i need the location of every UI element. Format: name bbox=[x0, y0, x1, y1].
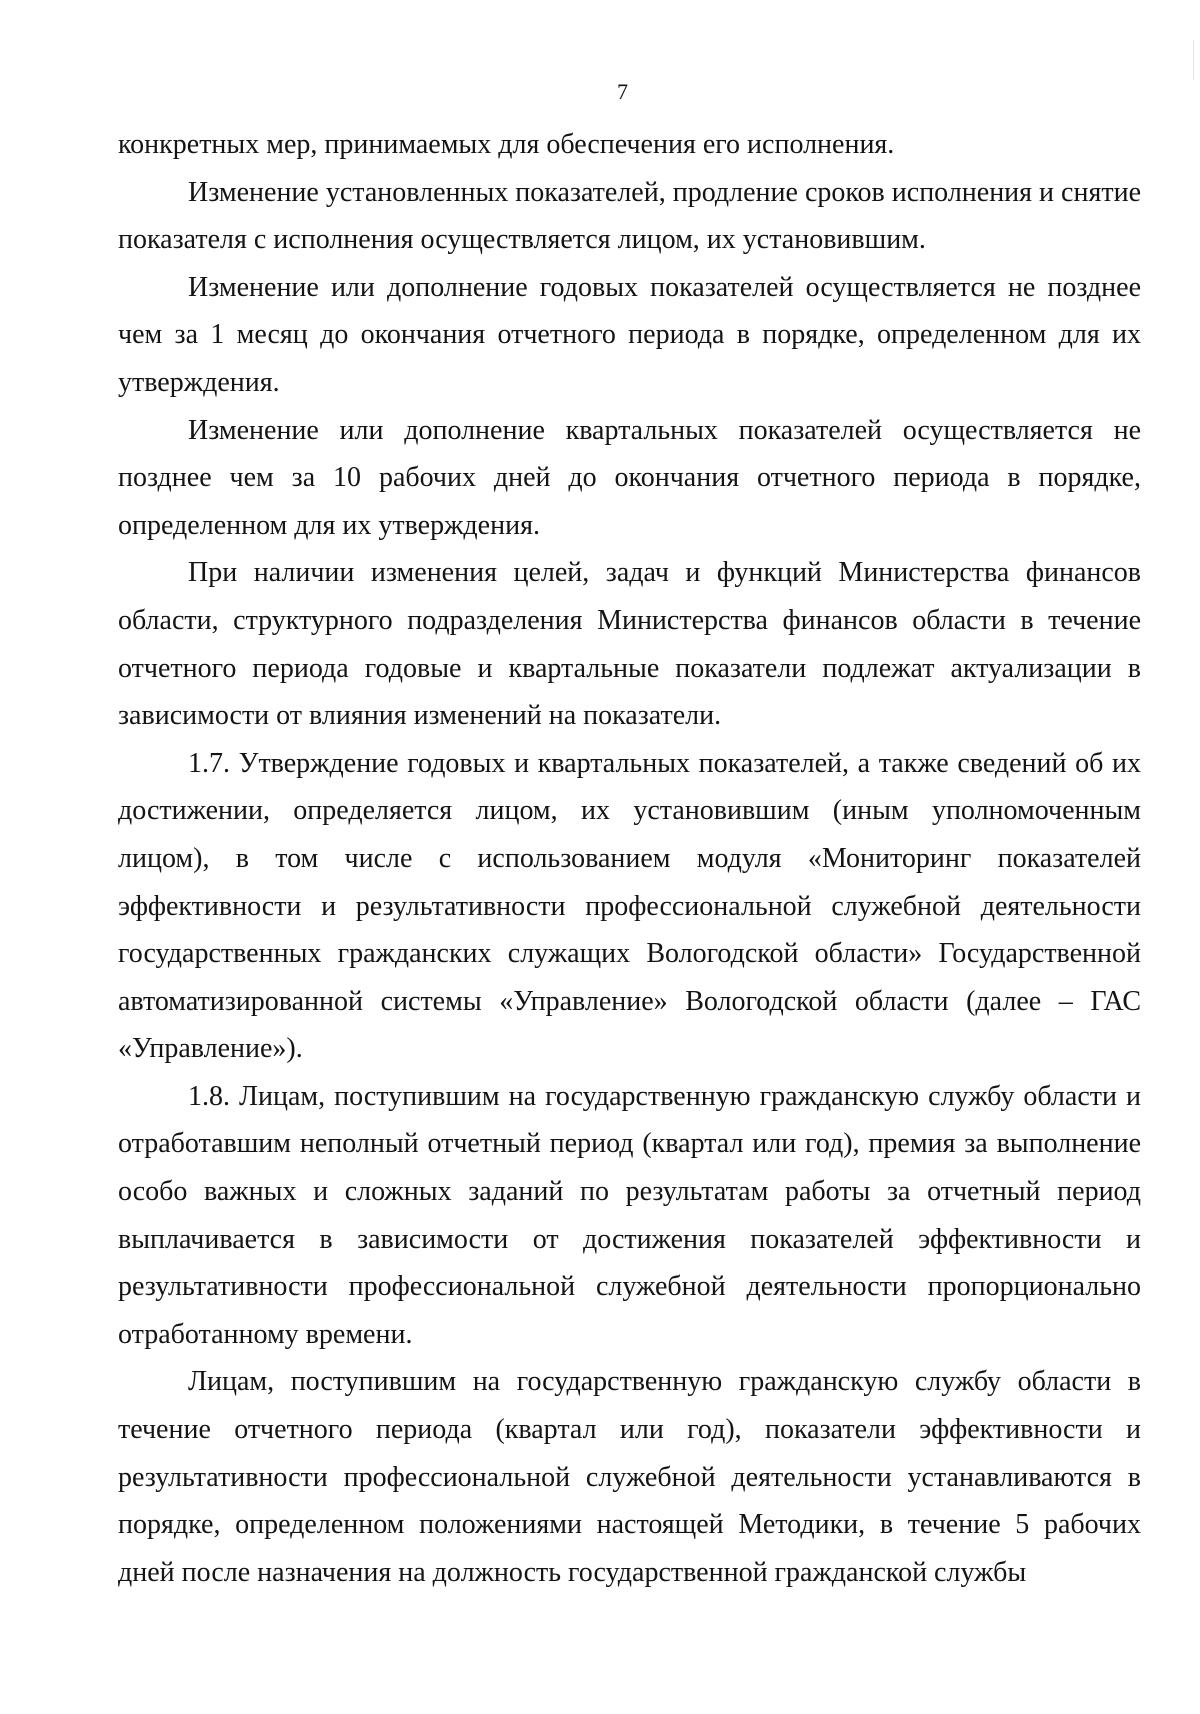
paragraph-section-1-8: 1.8. Лицам, поступившим на государственную гражданскую службу области и отработавшим неполный отчетный период (квартал или год), премия за выполнение особо важных и сложных заданий по результатам работы за отчетный период выплачивается в зависимости от достижения показателей эффективности и результативности профессиональной служебной деятельности пропорционально отработанному времени. bbox=[118, 1080, 1141, 1350]
paragraph-quarterly-indicators: Изменение или дополнение квартальных показателей осуществляется не позднее чем за 10 рабочих дней до окончания отчетного периода в порядке, определенном для их утверждения. bbox=[118, 414, 1141, 541]
document-body bbox=[118, 121, 1141, 1596]
paragraph-actualization: При наличии изменения целей, задач и функций Министерства финансов области, структурного подразделения Министерства финансов области в течение отчетного периода годовые и квартальные показатели подлежат актуализации в зависимости от влияния изменений на показатели. bbox=[118, 557, 1141, 732]
paragraph-changes-indicators: Изменение установленных показателей, продление сроков исполнения и снятие показателя с исполнения осуществляется лицом, их установившим. bbox=[118, 176, 1141, 256]
scan-edge-mark bbox=[1193, 40, 1194, 80]
paragraph-annual-indicators: Изменение или дополнение годовых показателей осуществляется не позднее чем за 1 месяц до окончания отчетного периода в порядке, определенном для их утверждения. bbox=[118, 271, 1141, 398]
paragraph-section-1-7: 1.7. Утверждение годовых и квартальных показателей, а также сведений об их достижении, определяется лицом, их установившим (иным уполномоченным лицом), в том числе с использованием модуля «Мониторинг показателей эффективности и результативности профессиональной служебной деятельности государственных гражданских служащих Вологодской области» Государственной автоматизированной системы «Управление» Вологодской области (далее – ГАС «Управление»). bbox=[118, 747, 1141, 1065]
page-number: 7 bbox=[617, 79, 628, 104]
paragraph-new-employees: Лицам, поступившим на государственную гражданскую службу области в течение отчетного периода (квартал или год), показатели эффективности и результативности профессиональной служебной деятельности устанавливаются в порядке, определенном положениями настоящей Методики, в течение 5 рабочих дней после назначения на должность государственной гражданской службы bbox=[118, 1366, 1141, 1588]
paragraph-continuation: конкретных мер, принимаемых для обеспечения его исполнения. bbox=[118, 129, 895, 160]
